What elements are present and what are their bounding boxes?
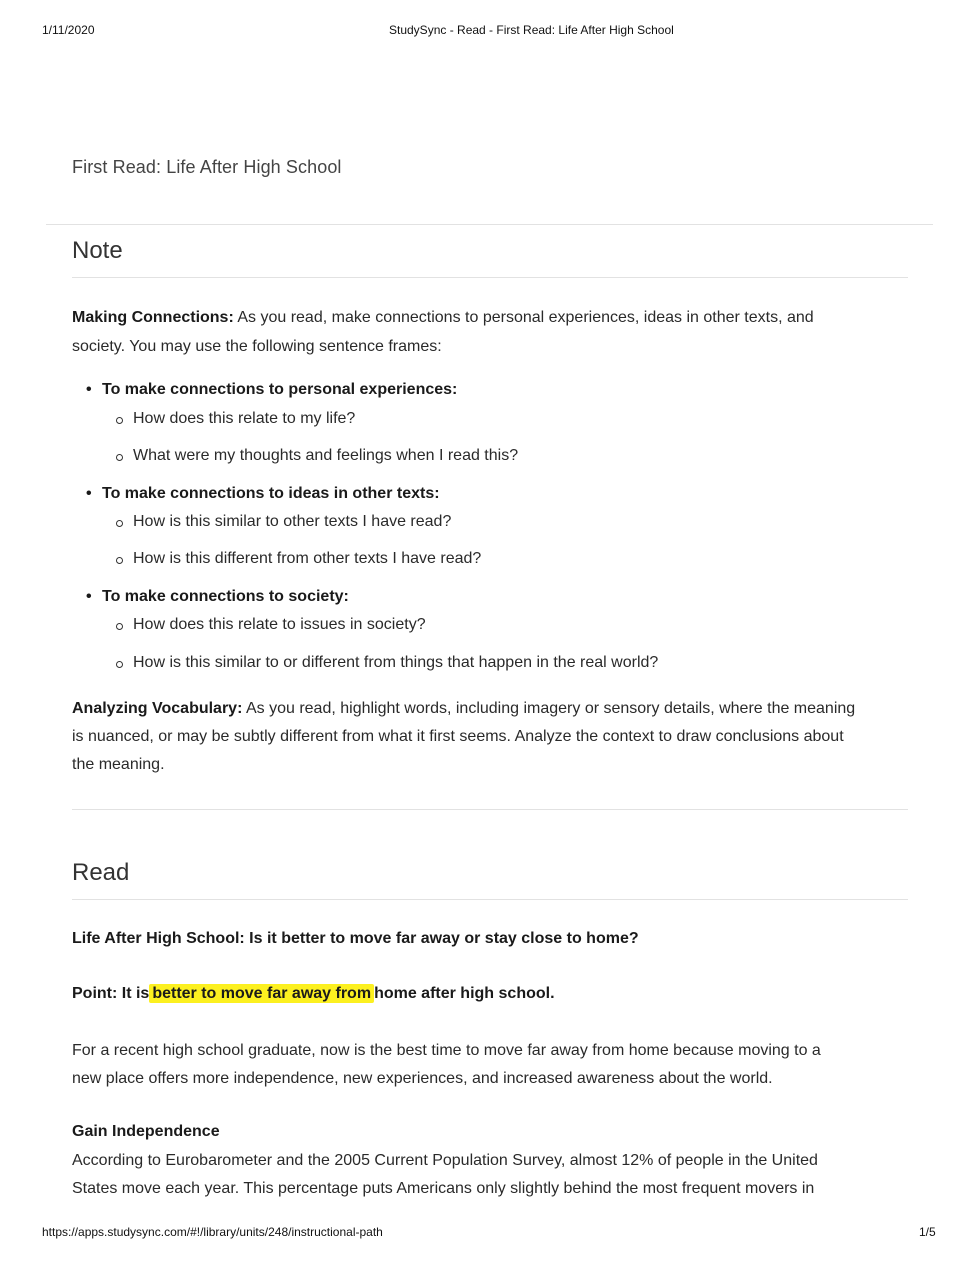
list-subitem: How does this relate to my life?	[116, 410, 355, 428]
making-connections-text-2: society. You may use the following sentence frames:	[72, 338, 442, 355]
divider	[72, 809, 908, 810]
page-title: First Read: Life After High School	[72, 157, 342, 177]
list-subitem: How is this similar to or different from things that happen in the real world?	[116, 654, 658, 672]
making-connections-label: Making Connections:	[72, 309, 234, 326]
intro-paragraph: For a recent high school graduate, now is the best time to move far away from home because moving to a new place offers more independence, new experiences, and increased awareness about the world.	[72, 1042, 821, 1087]
analyzing-vocabulary-paragraph: Analyzing Vocabulary: As you read, highlight words, including imagery or sensory details, where the meaning is nuanced, or may be subtly different from what it first seems. Analyze the context to draw conclusions about the meaning.	[72, 700, 856, 773]
list-item-society: • To make connections to society:	[86, 588, 349, 606]
analyzing-vocabulary-label: Analyzing Vocabulary:	[72, 700, 243, 717]
list-item-personal-experiences: • To make connections to personal experiences:	[86, 381, 457, 399]
divider	[72, 899, 908, 900]
subheading-gain-independence: Gain Independence	[72, 1123, 220, 1140]
highlighted-text[interactable]: better to move far away from	[149, 984, 374, 1003]
divider	[72, 277, 908, 278]
article-title: Life After High School: Is it better to move far away or stay close to home?	[72, 930, 639, 947]
list-item-other-texts: • To make connections to ideas in other texts:	[86, 485, 440, 503]
read-heading: Read	[72, 859, 130, 886]
footer-url: https://apps.studysync.com/#!/library/units/248/instructional-path	[42, 1225, 383, 1239]
making-connections-paragraph	[72, 304, 912, 361]
list-subitem: What were my thoughts and feelings when I read this?	[116, 447, 518, 465]
point-statement: Point: It is better to move far away from home after high school.	[72, 985, 555, 1002]
divider	[46, 224, 933, 225]
making-connections-text: As you read, make connections to personal experiences, ideas in other texts, and	[233, 309, 814, 326]
list-subitem: How is this similar to other texts I have read?	[116, 513, 451, 531]
print-doc-title: StudySync - Read - First Read: Life After High School	[389, 23, 674, 37]
body-paragraph: According to Eurobarometer and the 2005 Current Population Survey, almost 12% of people in the United States move each year. This percentage puts Americans only slightly behind the most frequent movers in	[72, 1152, 818, 1197]
page-number: 1/5	[919, 1225, 936, 1239]
print-date: 1/11/2020	[42, 23, 95, 37]
list-subitem: How is this different from other texts I have read?	[116, 550, 481, 568]
note-heading: Note	[72, 237, 123, 264]
list-subitem: How does this relate to issues in society?	[116, 616, 426, 634]
